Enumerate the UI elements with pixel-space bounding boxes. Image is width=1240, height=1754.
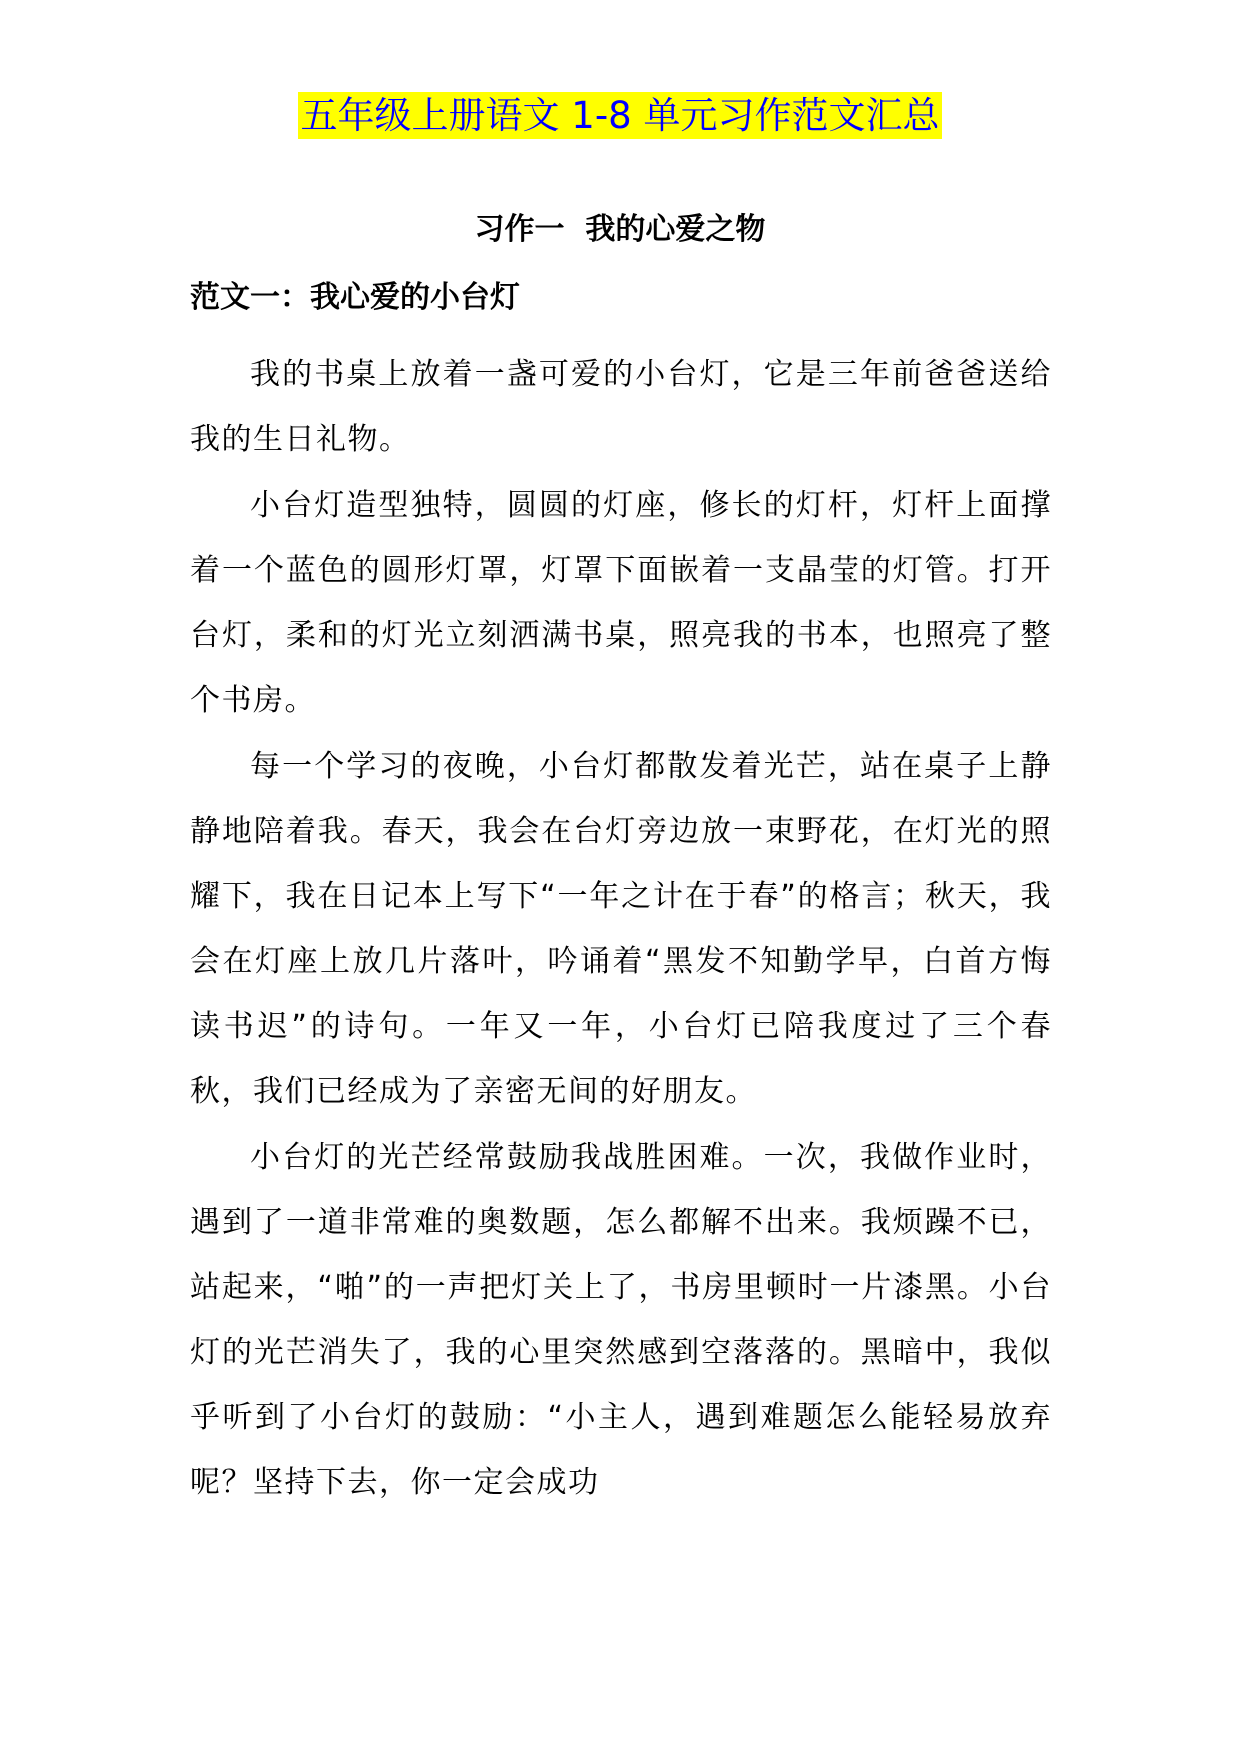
document-title-highlight: 五年级上册语文 1-8 单元习作范文汇总 (298, 92, 943, 139)
essay-paragraph: 每一个学习的夜晚，小台灯都散发着光芒，站在桌子上静静地陪着我。春天，我会在台灯旁边放一束野花，在灯光的照耀下，我在日记本上写下“一年之计在于春”的格言；秋天，我会在灯座上放几片落叶，吟诵着“黑发不知勤学早，白首方悔读书迟”的诗句。一年又一年，小台灯已陪我度过了三个春秋，我们已经成为了亲密无间的好朋友。 (190, 749, 1052, 1109)
essay-title: 范文一：我心爱的小台灯 (190, 280, 520, 315)
essay-paragraph: 我的书桌上放着一盏可爱的小台灯，它是三年前爸爸送给我的生日礼物。 (190, 357, 1052, 457)
essay-paragraph: 小台灯的光芒经常鼓励我战胜困难。一次，我做作业时，遇到了一道非常难的奥数题，怎么都解不出来。我烦躁不已，站起来，“啪”的一声把灯关上了，书房里顿时一片漆黑。小台灯的光芒消失了，我的心里突然感到空落落的。黑暗中，我似乎听到了小台灯的鼓励：“小主人，遇到难题怎么能轻易放弃呢？坚持下去，你一定会成功 (190, 1140, 1052, 1500)
section-title: 习作一 我的心爱之物 (474, 212, 766, 247)
document-title (0, 90, 1240, 142)
essay-body (190, 342, 1052, 1516)
essay-paragraph: 小台灯造型独特，圆圆的灯座，修长的灯杆，灯杆上面撑着一个蓝色的圆形灯罩，灯罩下面嵌着一支晶莹的灯管。打开台灯，柔和的灯光立刻洒满书桌，照亮我的书本，也照亮了整个书房。 (190, 488, 1052, 718)
